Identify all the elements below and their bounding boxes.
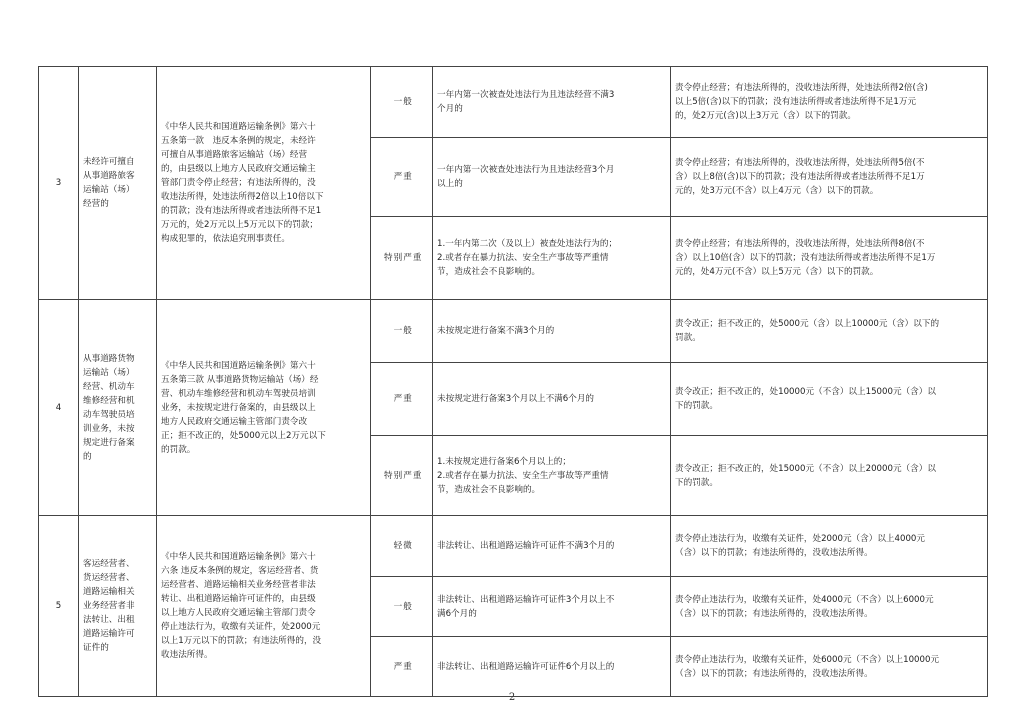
severity-cell: 一般 (375, 67, 433, 138)
text-line: 货运经营者、 (83, 573, 135, 583)
penalty-standard-cell (671, 436, 988, 516)
text-line: 规定进行备案 (83, 437, 135, 448)
penalty-standard-cell (671, 637, 988, 697)
text-line: 责令停止违法行为，收缴有关证件，处6000元（不含）以上10000元 (675, 654, 940, 665)
text-line: 以上的 (437, 179, 463, 189)
text-line: 地方人民政府交通运输主管部门责令改 (161, 416, 308, 427)
text-line: 责令停止违法行为，收缴有关证件，处4000元（不含）以上6000元 (675, 594, 934, 605)
penalty-standard-cell (671, 516, 988, 577)
text-line: 以上地方人民政府交通运输主管部门责令 (161, 608, 316, 618)
text-line: 六条 违反本条例的规定，客运经营者、货 (161, 566, 319, 576)
circumstance-cell (433, 138, 671, 217)
text-line: 正；拒不改正的，处5000元以上2万元以下 (161, 430, 326, 441)
text-line: 道路运输相关 (83, 587, 135, 597)
text-line: 2.或者存在暴力抗法、安全生产事故等严重情 (437, 470, 609, 481)
severity-cell: 特别严重 (375, 436, 433, 516)
text-line: 责令停止经营；有违法所得的，没收违法所得，处违法所得8倍(不 (675, 239, 925, 249)
severity-cell: 一般 (375, 300, 433, 363)
violation-item-cell (79, 67, 157, 300)
table-row (39, 67, 988, 138)
penalty-standard-cell (671, 67, 988, 138)
text-line: 1.一年内第二次（及以上）被查处违法行为的； (437, 239, 618, 249)
text-line: 1.未按规定进行备案6个月以上的； (437, 456, 571, 467)
text-line: （含）以下的罚款；有违法所得的，没收违法所得。 (675, 608, 873, 619)
circumstance-cell (433, 300, 671, 363)
table-row (39, 300, 988, 363)
text-line: 的，处2万元(含)以上3万元（含）以下的罚款。 (675, 111, 856, 121)
circumstance-cell (433, 516, 671, 577)
severity-cell: 一般 (375, 577, 433, 637)
text-line: 节，造成社会不良影响的。 (437, 484, 541, 495)
penalty-standard-cell (671, 300, 988, 363)
text-line: 元的，处3万元(不含）以上4万元（含）以下的罚款。 (675, 186, 879, 196)
text-line: 节，造成社会不良影响的。 (437, 267, 541, 277)
text-line: 转让、出租道路运输许可证件的，由县级 (161, 594, 316, 604)
text-line: 训业务，未按 (83, 423, 135, 434)
text-line: 责令改正；拒不改正的，处5000元（含）以上10000元（含）以下的 (675, 319, 940, 329)
text-line: 《中华人民共和国道路运输条例》第六十 (161, 122, 316, 132)
text-line: 收违法所得。 (161, 650, 213, 660)
text-line: 营、机动车维修经营和机动车驾驶员培训 (161, 388, 316, 399)
text-line: 收违法所得，处违法所得2倍以上10倍以下 (161, 192, 324, 202)
text-line: 非法转让、出租道路运输许可证件6个月以上的 (437, 661, 615, 672)
penalty-standard-cell (671, 138, 988, 217)
text-line: 运输站（场） (83, 185, 135, 195)
row-number-cell: 5 (39, 516, 79, 697)
text-line: 道路运输许可 (83, 629, 135, 639)
text-line: 万元的，处2万元以上5万元以下的罚款； (161, 220, 319, 230)
text-line: 的 (83, 451, 92, 462)
text-line: 含）以上8倍(含)以下的罚款；没有违法所得或者违法所得不足1万 (675, 172, 925, 182)
text-line: 未经许可擅自 (83, 157, 135, 167)
text-line: 以上5倍(含)以下的罚款；没有违法所得或者违法所得不足1万元 (675, 97, 917, 107)
text-line: 责令停止违法行为，收缴有关证件，处2000元（含）以上4000元 (675, 534, 925, 544)
page-number: 2 (508, 692, 516, 703)
penalty-standard-cell (671, 363, 988, 436)
text-line: 证件的 (83, 643, 109, 653)
circumstance-cell (433, 637, 671, 697)
text-line: 责令停止经营；有违法所得的，没收违法所得，处违法所得5倍(不 (675, 158, 925, 168)
row-number-cell: 4 (39, 300, 79, 516)
text-line: 未按规定进行备案3个月以上不满6个月的 (437, 394, 595, 404)
text-line: 法转让、出租 (83, 615, 135, 625)
text-line: 满6个月的 (437, 608, 477, 619)
text-line: 五条第一款 违反本条例的规定，未经许 (161, 136, 316, 146)
text-line: 下的罚款。 (675, 401, 718, 411)
violation-item-cell (79, 516, 157, 697)
text-line: 五条第三款 从事道路货物运输站（场）经 (161, 374, 319, 385)
text-line: 管部门责令停止经营；有违法所得的，没 (161, 178, 316, 188)
legal-basis-cell (157, 300, 371, 516)
text-line: 运输站（场） (83, 367, 135, 378)
text-line: 一年内第一次被查处违法行为且违法经营3个月 (437, 165, 615, 175)
violation-item-cell (79, 300, 157, 516)
text-line: 《中华人民共和国道路运输条例》第六十 (161, 552, 316, 562)
text-line: 业务，未按规定进行备案的，由县级以上 (161, 402, 316, 413)
severity-cell: 严重 (375, 138, 433, 217)
legal-basis-cell (157, 67, 371, 300)
severity-cell: 严重 (375, 363, 433, 436)
penalty-standard-cell (671, 217, 988, 300)
table-body (39, 67, 988, 697)
circumstance-cell (433, 217, 671, 300)
text-line: 的，由县级以上地方人民政府交通运输主 (161, 164, 316, 174)
text-line: （含）以下的罚款；有违法所得的，没收违法所得。 (675, 668, 873, 679)
row-number-cell: 3 (39, 67, 79, 300)
text-line: 从事道路货物 (83, 353, 135, 364)
text-line: 停止违法行为，收缴有关证件，处2000元 (161, 622, 321, 632)
text-line: 以上1万元以下的罚款；有违法所得的，没 (161, 636, 322, 646)
text-line: 经营的 (83, 199, 109, 209)
text-line: 业务经营者非 (83, 601, 135, 611)
legal-basis-cell (157, 516, 371, 697)
text-line: 经营、机动车 (83, 381, 135, 392)
text-line: 从事道路旅客 (83, 171, 135, 181)
text-line: 下的罚款。 (675, 477, 718, 488)
text-line: 非法转让、出租道路运输许可证件3个月以上不 (437, 594, 615, 605)
text-line: 责令改正；拒不改正的，处15000元（不含）以上20000元（含）以 (675, 463, 936, 474)
text-line: 罚款。 (675, 333, 701, 343)
text-line: 动车驾驶员培 (83, 409, 135, 420)
text-line: 运经营者、道路运输相关业务经营者非法 (161, 580, 316, 590)
severity-cell: 严重 (375, 637, 433, 697)
text-line: 个月的 (437, 104, 463, 114)
text-line: 责令停止经营；有违法所得的，没收违法所得，处违法所得2倍(含) (675, 83, 928, 93)
circumstance-cell (433, 577, 671, 637)
text-line: 可擅自从事道路旅客运输站（场）经营 (161, 150, 308, 160)
text-line: 的罚款。 (161, 444, 196, 455)
circumstance-cell (433, 436, 671, 516)
text-line: 构成犯罪的，依法追究刑事责任。 (161, 234, 290, 244)
text-line: 责令改正；拒不改正的，处10000元（不含）以上15000元（含）以 (675, 387, 936, 397)
text-line: 的罚款；没有违法所得或者违法所得不足1 (161, 206, 322, 216)
circumstance-cell (433, 67, 671, 138)
text-line: 元的，处4万元(不含）以上5万元（含）以下的罚款。 (675, 267, 879, 277)
circumstance-cell (433, 363, 671, 436)
text-line: 一年内第一次被查处违法行为且违法经营不满3 (437, 90, 615, 100)
text-line: 2.或者存在暴力抗法、安全生产事故等严重情 (437, 253, 609, 263)
text-line: 未按规定进行备案不满3个月的 (437, 326, 555, 336)
severity-cell: 特别严重 (375, 217, 433, 300)
table-row (39, 516, 988, 577)
penalty-standard-cell (671, 577, 988, 637)
severity-cell: 轻微 (375, 516, 433, 577)
text-line: 维修经营和机 (83, 395, 135, 406)
text-line: （含）以下的罚款；有违法所得的，没收违法所得。 (675, 548, 873, 558)
text-line: 含）以上10倍(含）以下的罚款；没有违法所得或者违法所得不足1万 (675, 253, 936, 263)
text-line: 《中华人民共和国道路运输条例》第六十 (161, 360, 316, 371)
penalty-standard-table (38, 66, 988, 697)
text-line: 客运经营者、 (83, 559, 135, 569)
text-line: 非法转让、出租道路运输许可证件不满3个月的 (437, 541, 615, 551)
